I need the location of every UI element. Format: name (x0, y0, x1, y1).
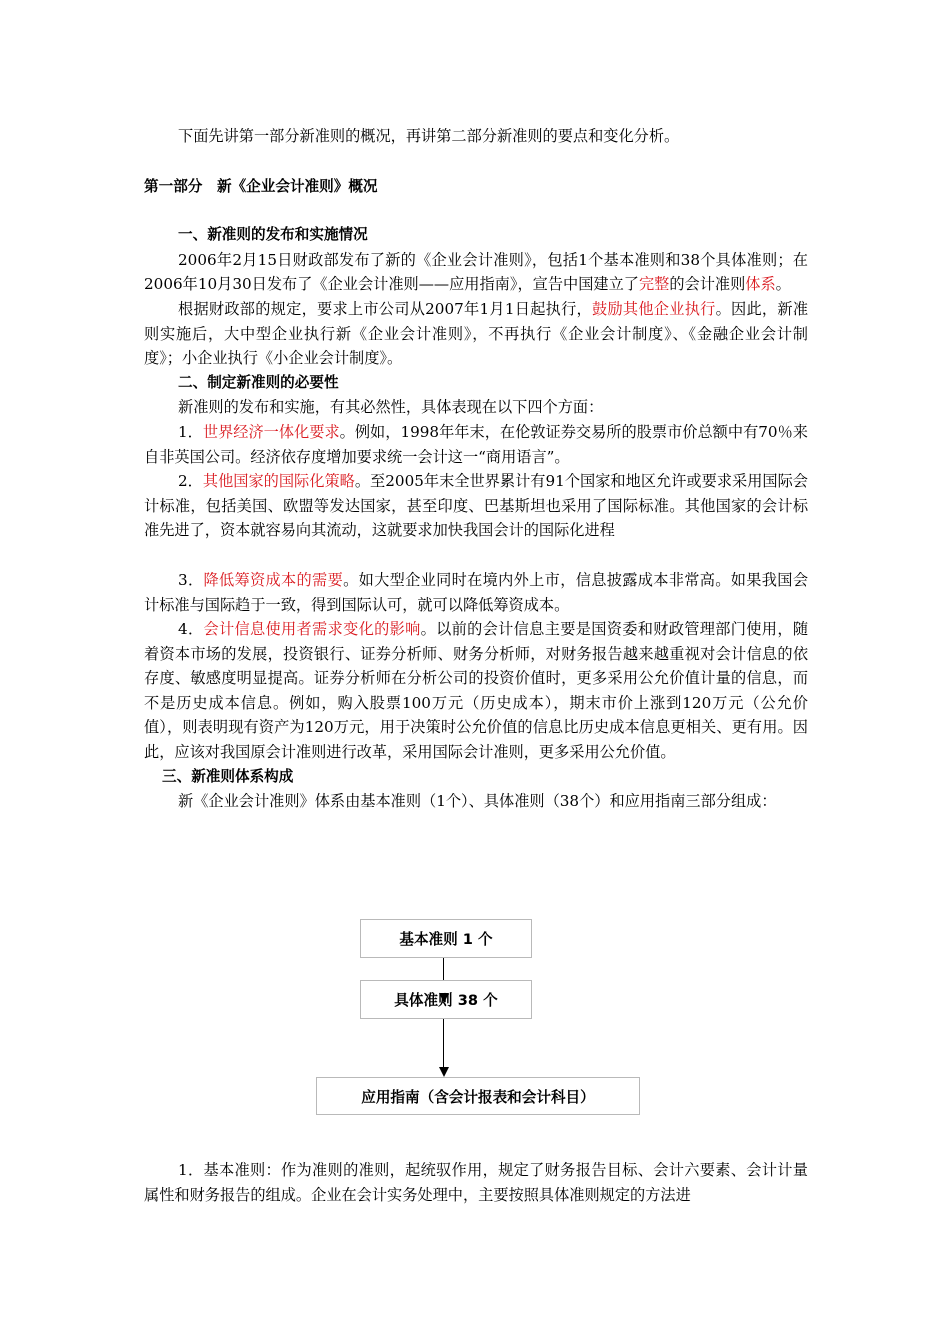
text-run: 的会计准则 (669, 275, 746, 294)
diagram-box-basic-standard: 基本准则 1 个 (360, 919, 532, 958)
text-run: 。因此，新准则实施后，大中型企业执行新《企业会计准则》，不再执行《企业会计制度》、《金融企业会计制度》；小企业执行《小企业会计制度》。 (144, 299, 809, 368)
basic-standard-paragraph: 1．基本准则：作为准则的准则，起统驭作用，规定了财务报告目标、会计六要素、会计计量属性和财务报告的组成。企业在会计实务处理中，主要按照具体准则规定的方法进 (144, 1161, 808, 1204)
arrow-down-icon (439, 993, 449, 1003)
section2-item4 (144, 617, 808, 765)
item-number: 4． (178, 620, 204, 639)
connector-line (443, 958, 444, 980)
diagram-box-specific-standards: 具体准则 38 个 (360, 980, 532, 1019)
intro-paragraph: 下面先讲第一部分新准则的概况，再讲第二部分新准则的要点和变化分析。 (178, 127, 680, 145)
item-number: 3． (178, 570, 204, 589)
section1-paragraph2 (144, 297, 808, 371)
item-number: 1． (178, 422, 203, 441)
section3-heading: 三、新准则体系构成 (162, 767, 294, 785)
blank-line (144, 543, 808, 568)
item-text: 。如大型企业同时在境内外上市，信息披露成本非常高。如果我国会计标准与国际趋于一致，得到国际认可，就可以降低筹资成本。 (144, 570, 809, 614)
section3-lead: 新《企业会计准则》体系由基本准则（1个）、具体准则（38个）和应用指南三部分组成： (178, 792, 777, 811)
item-text: 。例如，1998年年末，在伦敦证券交易所的股票市价总额中有70％来自非英国公司。经济依存度增加要求统一会计这一“商用语言”。 (144, 422, 808, 466)
section2-item2 (144, 469, 808, 543)
text-run: 2006年2月15日财政部发布了新的《企业会计准则》，包括1个基本准则和38个具体准则；在2006年10月30日发布了《企业会计准则——应用指南》，宣告中国建立了 (144, 250, 808, 294)
text-run: 。 (775, 275, 791, 294)
item-highlight: 世界经济一体化要求 (202, 422, 340, 441)
item-text: 。以前的会计信息主要是国资委和财政管理部门使用，随着资本市场的发展，投资银行、证券分析师、财务分析师，对财务报告越来越重视对会计信息的依存度、敏感度明显提高。证券分析师在分析公司的投资价值时，更多采用公允价值计量的信息，而不是历史成本信息。例如，购入股票100万元（历史成本），期末市价上涨到120万元（公允价值），则表明现有资产为120万元，用于决策时公允价值的信息比历史成本信息更相关、更有用。因此，应该对我国原会计准则进行改革，采用国际会计准则，更多采用公允价值。 (144, 620, 809, 762)
item-number: 2． (178, 472, 203, 491)
item-highlight: 其他国家的国际化策略 (202, 472, 355, 491)
section1-heading: 一、新准则的发布和实施情况 (178, 226, 368, 244)
arrow-down-icon (439, 1067, 449, 1077)
highlight-system: 体系 (745, 275, 776, 294)
document-body (144, 124, 808, 814)
section2-item3 (144, 568, 808, 617)
part1-title: 第一部分 新《企业会计准则》概况 (144, 177, 378, 195)
item-text: 。至2005年末全世界累计有91个国家和地区允许或要求采用国际会计标准，包括美国、欧盟等发达国家，甚至印度、巴基斯坦也采用了国际标准。其他国家的会计标准先进了，资本就容易向其流动，这就要求加快我国会计的国际化进程 (144, 472, 808, 540)
highlight-encourage: 鼓励其他企业执行 (592, 299, 716, 318)
section2-heading: 二、制定新准则的必要性 (178, 373, 339, 391)
item-highlight: 会计信息使用者需求变化的影响 (203, 620, 421, 639)
section1-paragraph1 (144, 248, 808, 297)
text-run: 根据财政部的规定，要求上市公司从2007年1月1日起执行， (178, 299, 593, 318)
connector-line (443, 1019, 444, 1067)
diagram-box-application-guide: 应用指南（含会计报表和会计科目） (316, 1077, 640, 1115)
section2-item1 (144, 420, 808, 469)
item-highlight: 降低筹资成本的需要 (203, 570, 344, 589)
section2-lead: 新准则的发布和实施，有其必然性，具体表现在以下四个方面： (178, 398, 604, 417)
highlight-complete: 完整 (638, 275, 670, 294)
